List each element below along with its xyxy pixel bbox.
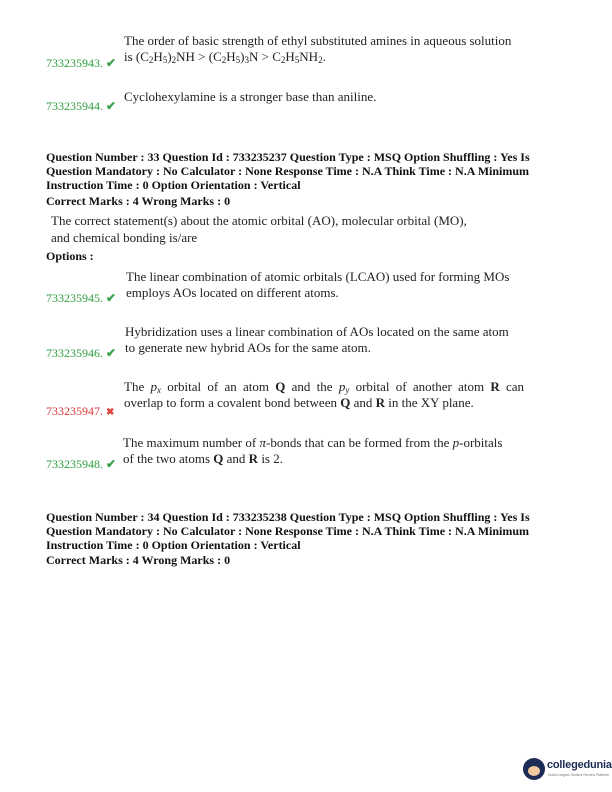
mascot-icon	[523, 758, 545, 780]
marks-line: Correct Marks : 4 Wrong Marks : 0	[46, 194, 231, 208]
option-id	[46, 99, 116, 114]
header-line: Question Mandatory : No Calculator : None Response Time : N.A Think Time : N.A Minimum	[46, 164, 530, 178]
option-id-text: 733235948.	[46, 457, 103, 471]
option-text	[124, 33, 511, 65]
option-text	[123, 435, 502, 467]
question-text-line: and chemical bonding is/are	[51, 230, 198, 245]
option-line-formula: is $(C_2H_5)_2NH > (C_2H_5)_3N > C_2H_5NH_2$.	[124, 49, 326, 65]
option-id	[46, 346, 116, 361]
option-id-text: 733235946.	[46, 346, 103, 360]
checkmark-icon: ✔	[106, 99, 117, 113]
question-header	[46, 150, 546, 192]
option-id-text: 733235944.	[46, 99, 103, 113]
collegedunia-logo[interactable]	[523, 756, 611, 786]
option-line: Hybridization uses a linear combination of AOs located on the same atom	[125, 324, 509, 339]
option-line: The linear combination of atomic orbitals (LCAO) used for forming MOs	[126, 269, 510, 284]
logo-tagline: India's largest Student Review Platform	[548, 773, 609, 777]
cross-icon: ✖	[106, 407, 115, 418]
option-text	[125, 324, 509, 356]
question-text	[51, 212, 531, 246]
header-line: Question Number : 33 Question Id : 733235237 Question Type : MSQ Option Shuffling : Yes Is	[46, 150, 530, 164]
header-line: Question Number : 34 Question Id : 733235238 Question Type : MSQ Option Shuffling : Yes Is	[46, 510, 530, 524]
logo-name: collegedunia	[547, 759, 612, 771]
option-line: of the two atoms Q and R is 2.	[123, 451, 283, 466]
option-id	[46, 291, 116, 306]
option-text	[124, 379, 524, 411]
option-line: The order of basic strength of ethyl substituted amines in aqueous solution	[124, 33, 512, 48]
option-line: overlap to form a covalent bond between Q and R in the XY plane.	[124, 395, 474, 410]
marks-line: Correct Marks : 4 Wrong Marks : 0	[46, 553, 231, 567]
option-id	[46, 404, 114, 419]
checkmark-icon: ✔	[106, 457, 117, 471]
checkmark-icon: ✔	[106, 291, 117, 305]
option-id-text: 733235943.	[46, 56, 103, 70]
option-id-text: 733235947.	[46, 404, 103, 418]
header-line: Question Mandatory : No Calculator : None Response Time : N.A Think Time : N.A Minimum	[46, 524, 530, 538]
option-id-text: 733235945.	[46, 291, 103, 305]
option-line: employs AOs located on different atoms.	[126, 285, 339, 300]
option-text	[126, 269, 509, 301]
option-id	[46, 56, 116, 71]
question-text-line: The correct statement(s) about the atomic orbital (AO), molecular orbital (MO),	[51, 213, 467, 228]
options-label: Options :	[46, 249, 94, 263]
checkmark-icon: ✔	[106, 56, 117, 70]
header-line: Instruction Time : 0 Option Orientation : Vertical	[46, 178, 301, 192]
question-header	[46, 510, 546, 552]
option-id	[46, 457, 116, 472]
header-line: Instruction Time : 0 Option Orientation : Vertical	[46, 538, 301, 552]
checkmark-icon: ✔	[106, 346, 117, 360]
option-line: The $p_x$ orbital of an atom Q and the $p_y$ orbital of another atom R can	[124, 379, 524, 395]
option-text: Cyclohexylamine is a stronger base than aniline.	[124, 89, 377, 104]
option-line: to generate new hybrid AOs for the same atom.	[125, 340, 371, 355]
option-line: The maximum number of π-bonds that can be formed from the p-orbitals	[123, 435, 503, 450]
